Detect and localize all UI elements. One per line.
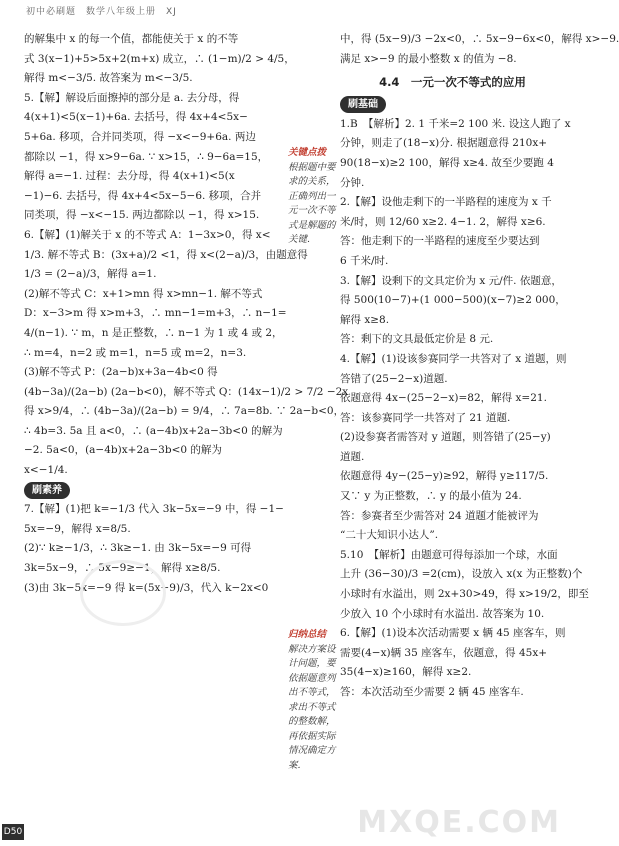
practice-badge: 刷基础 xyxy=(340,96,386,113)
text-line: 分钟，则走了(18−x)分. 根据题意得 210x+ xyxy=(340,137,548,150)
text-line: 答：该参赛同学一共答对了 21 道题. xyxy=(340,411,511,424)
text-line: 答：剩下的文具最低定价是 8 元. xyxy=(340,333,494,346)
text-line: 的解集中 x 的每一个值，都能使关于 x 的不等 xyxy=(24,33,239,45)
text-line: 7.【解】(1)把 k=−1/3 代入 3k−5x=−9 中，得 −1− xyxy=(24,503,284,516)
text-line: ∴ m=4，n=2 或 m=1，n=5 或 m=2，n=3. xyxy=(24,346,247,359)
text-line: 4.【解】(1)设该参赛同学一共答对了 x 道题，则 xyxy=(340,352,567,365)
text-line: 6.【解】(1)解关于 x 的不等式 A：1−3x>0，得 x< xyxy=(24,228,271,241)
text-line: 1/3. 解不等式 B：(3x+a)/2 <1，得 x<(2−a)/3，由题意得 xyxy=(24,248,308,261)
text-line: 满足 x>−9 的最小整数 x 的值为 −8. xyxy=(340,52,517,65)
text-line: 得 x>9/4，∴ (4b−3a)/(2a−b) = 9/4，∴ 7a=8b. ∵ 2a−b<0， xyxy=(24,405,345,418)
text-line: 5.10 【解析】由题意可得每添加一个球，水面 xyxy=(340,548,558,561)
text-line: 又∵ y 为正整数，∴ y 的最小值为 24. xyxy=(340,490,522,503)
text-line: 依题意得 4y−(25−y)≥92，解得 y≥117/5. xyxy=(340,470,549,483)
text-line: −1)−6. 去括号，得 4x+4<5x−5−6. 移项，合并 xyxy=(24,189,262,202)
text-line: 1.B 【解析】2. 1 千米=2 100 米. 设这人跑了 x xyxy=(340,117,571,130)
sidenote-key-title: 关键点拨 xyxy=(288,147,327,158)
text-line: (3)由 3k−5x=−9 得 k=(5x−9)/3，代入 k−2x<0 xyxy=(24,581,269,594)
sidenote-key-tip xyxy=(288,146,336,248)
text-line: 5x=−9，解得 x=8/5. xyxy=(24,522,131,535)
text-line: “二十大知识小达人”. xyxy=(340,529,439,542)
text-line: 上升 (36−30)/3 =2(cm)，设放入 x(x 为正整数)个 xyxy=(340,568,583,581)
text-line: 4(x+1)<5(x−1)+6a. 去括号，得 4x+4<5x− xyxy=(24,111,248,124)
text-line: (2)解不等式 C：x+1>mn 得 x>mn−1. 解不等式 xyxy=(24,287,263,300)
text-line: (3)解不等式 P：(2a−b)x+3a−4b<0 得 xyxy=(24,366,218,379)
text-line: 5.【解】解设后面擦掉的部分是 a. 去分母，得 xyxy=(24,91,240,104)
text-line: 6.【解】(1)设本次活动需要 x 辆 45 座客车，则 xyxy=(340,627,566,640)
text-line: 式 3(x−1)+5>5x+2(m+x) 成立，∴ (1−m)/2 > 4/5， xyxy=(24,52,295,65)
right-column xyxy=(340,30,619,703)
text-line: 4/(n−1). ∵ m，n 是正整数，∴ n−1 为 1 或 4 或 2， xyxy=(24,326,283,339)
faded-stamp xyxy=(80,560,166,626)
sidenote-summary-title: 归纳总结 xyxy=(288,629,327,640)
text-line: 3k=5x−9，∴ 5x−9≥−1，解得 x≥8/5. xyxy=(24,562,221,575)
text-line: 35(4−x)≥160，解得 x≥2. xyxy=(340,666,472,679)
section-title: 4.4 一元一次不等式的应用 xyxy=(379,75,526,90)
text-line: 5+6a. 移项，合并同类项，得 −x<−9+6a. 两边 xyxy=(24,130,256,143)
text-line: −2. 5a<0，(a−4b)x+2a−3b<0 的解为 xyxy=(24,444,222,457)
text-line: ∴ 4b=3. 5a 且 a<0，∴ (a−4b)x+2a−3b<0 的解为 xyxy=(24,424,283,437)
text-line: 米/时，则 12/60 x≥2. 4−1. 2，解得 x≥6. xyxy=(340,215,546,228)
section-label: 刷素养 xyxy=(24,482,70,499)
text-line: 1/3 = (2−a)/3，解得 a=1. xyxy=(24,268,157,281)
text-line: 解得 m<−3/5. 故答案为 m<−3/5. xyxy=(24,72,193,85)
text-line: 答：他走剩下的一半路程的速度至少要达到 xyxy=(340,235,540,248)
text-line: 得 500(10−7)+(1 000−500)(x−7)≥2 000， xyxy=(340,294,566,307)
text-line: 6 千米/时. xyxy=(340,254,389,267)
text-line: 答：本次活动至少需要 2 辆 45 座客车. xyxy=(340,686,524,698)
watermark: MXQE.COM xyxy=(357,805,561,840)
text-line: 道题. xyxy=(340,450,365,463)
text-line: 同类项，得 −x<−15. 两边都除以 −1，得 x>15. xyxy=(24,209,260,222)
text-line: 3.【解】设剩下的文具定价为 x 元/件. 依题意， xyxy=(340,274,562,287)
text-line: 中，得 (5x−9)/3 −2x<0，∴ 5x−9−6x<0，解得 x>−9. xyxy=(340,33,619,45)
text-line: D：x−3>m 得 x>m+3，∴ mn−1=m+3，∴ n−1= xyxy=(24,307,287,320)
text-line: 解得 a=−1. 过程：去分母，得 4(x+1)<5(x xyxy=(24,170,235,183)
page-number: D50 xyxy=(2,824,24,840)
text-line: (2)∵ k≥−1/3，∴ 3k≥−1. 由 3k−5x=−9 可得 xyxy=(24,542,252,555)
sidenote-summary xyxy=(288,628,336,773)
sidenote-summary-text: 解决方案设计问题，要依据题意列出不等式，求出不等式的整数解，再依据实际情况确定方案. xyxy=(288,643,336,771)
text-line: 依题意得 4x−(25−2−x)=82，解得 x=21. xyxy=(340,392,547,405)
text-line: (4b−3a)/(2a−b) (2a−b<0)，解不等式 Q：(14x−1)/2 > 7/2 −2x xyxy=(24,385,349,398)
page-header: 初中必刷题 数学八年级上册 XJ xyxy=(26,7,177,17)
text-line: x<−1/4. xyxy=(24,464,68,477)
text-line: 2.【解】设他走剩下的一半路程的速度为 x 千 xyxy=(340,196,552,209)
text-line: (2)设参赛者需答对 y 道题，则答错了(25−y) xyxy=(340,431,551,444)
text-line: 90(18−x)≥2 100，解得 x≥4. 故至少要跑 4 xyxy=(340,156,554,169)
text-line: 少放入 10 个小球时有水溢出. 故答案为 10. xyxy=(340,607,545,620)
text-line: 需要(4−x)辆 35 座客车，依题意，得 45x+ xyxy=(340,646,548,659)
text-line: 答错了(25−2−x)道题. xyxy=(340,372,448,385)
sidenote-key-text: 根据题中要求的关系，正确列出一元一次不等式是解题的关键. xyxy=(288,161,336,245)
text-line: 小球时有水溢出，则 2x+30>49，得 x>19/2，即至 xyxy=(340,588,589,601)
text-line: 答：参赛者至少需答对 24 道题才能被评为 xyxy=(340,509,539,522)
text-line: 都除以 −1，得 x>9−6a. ∵ x>15，∴ 9−6a=15， xyxy=(24,150,269,163)
text-line: 分钟. xyxy=(340,176,365,189)
text-line: 解得 x≥8. xyxy=(340,313,390,326)
